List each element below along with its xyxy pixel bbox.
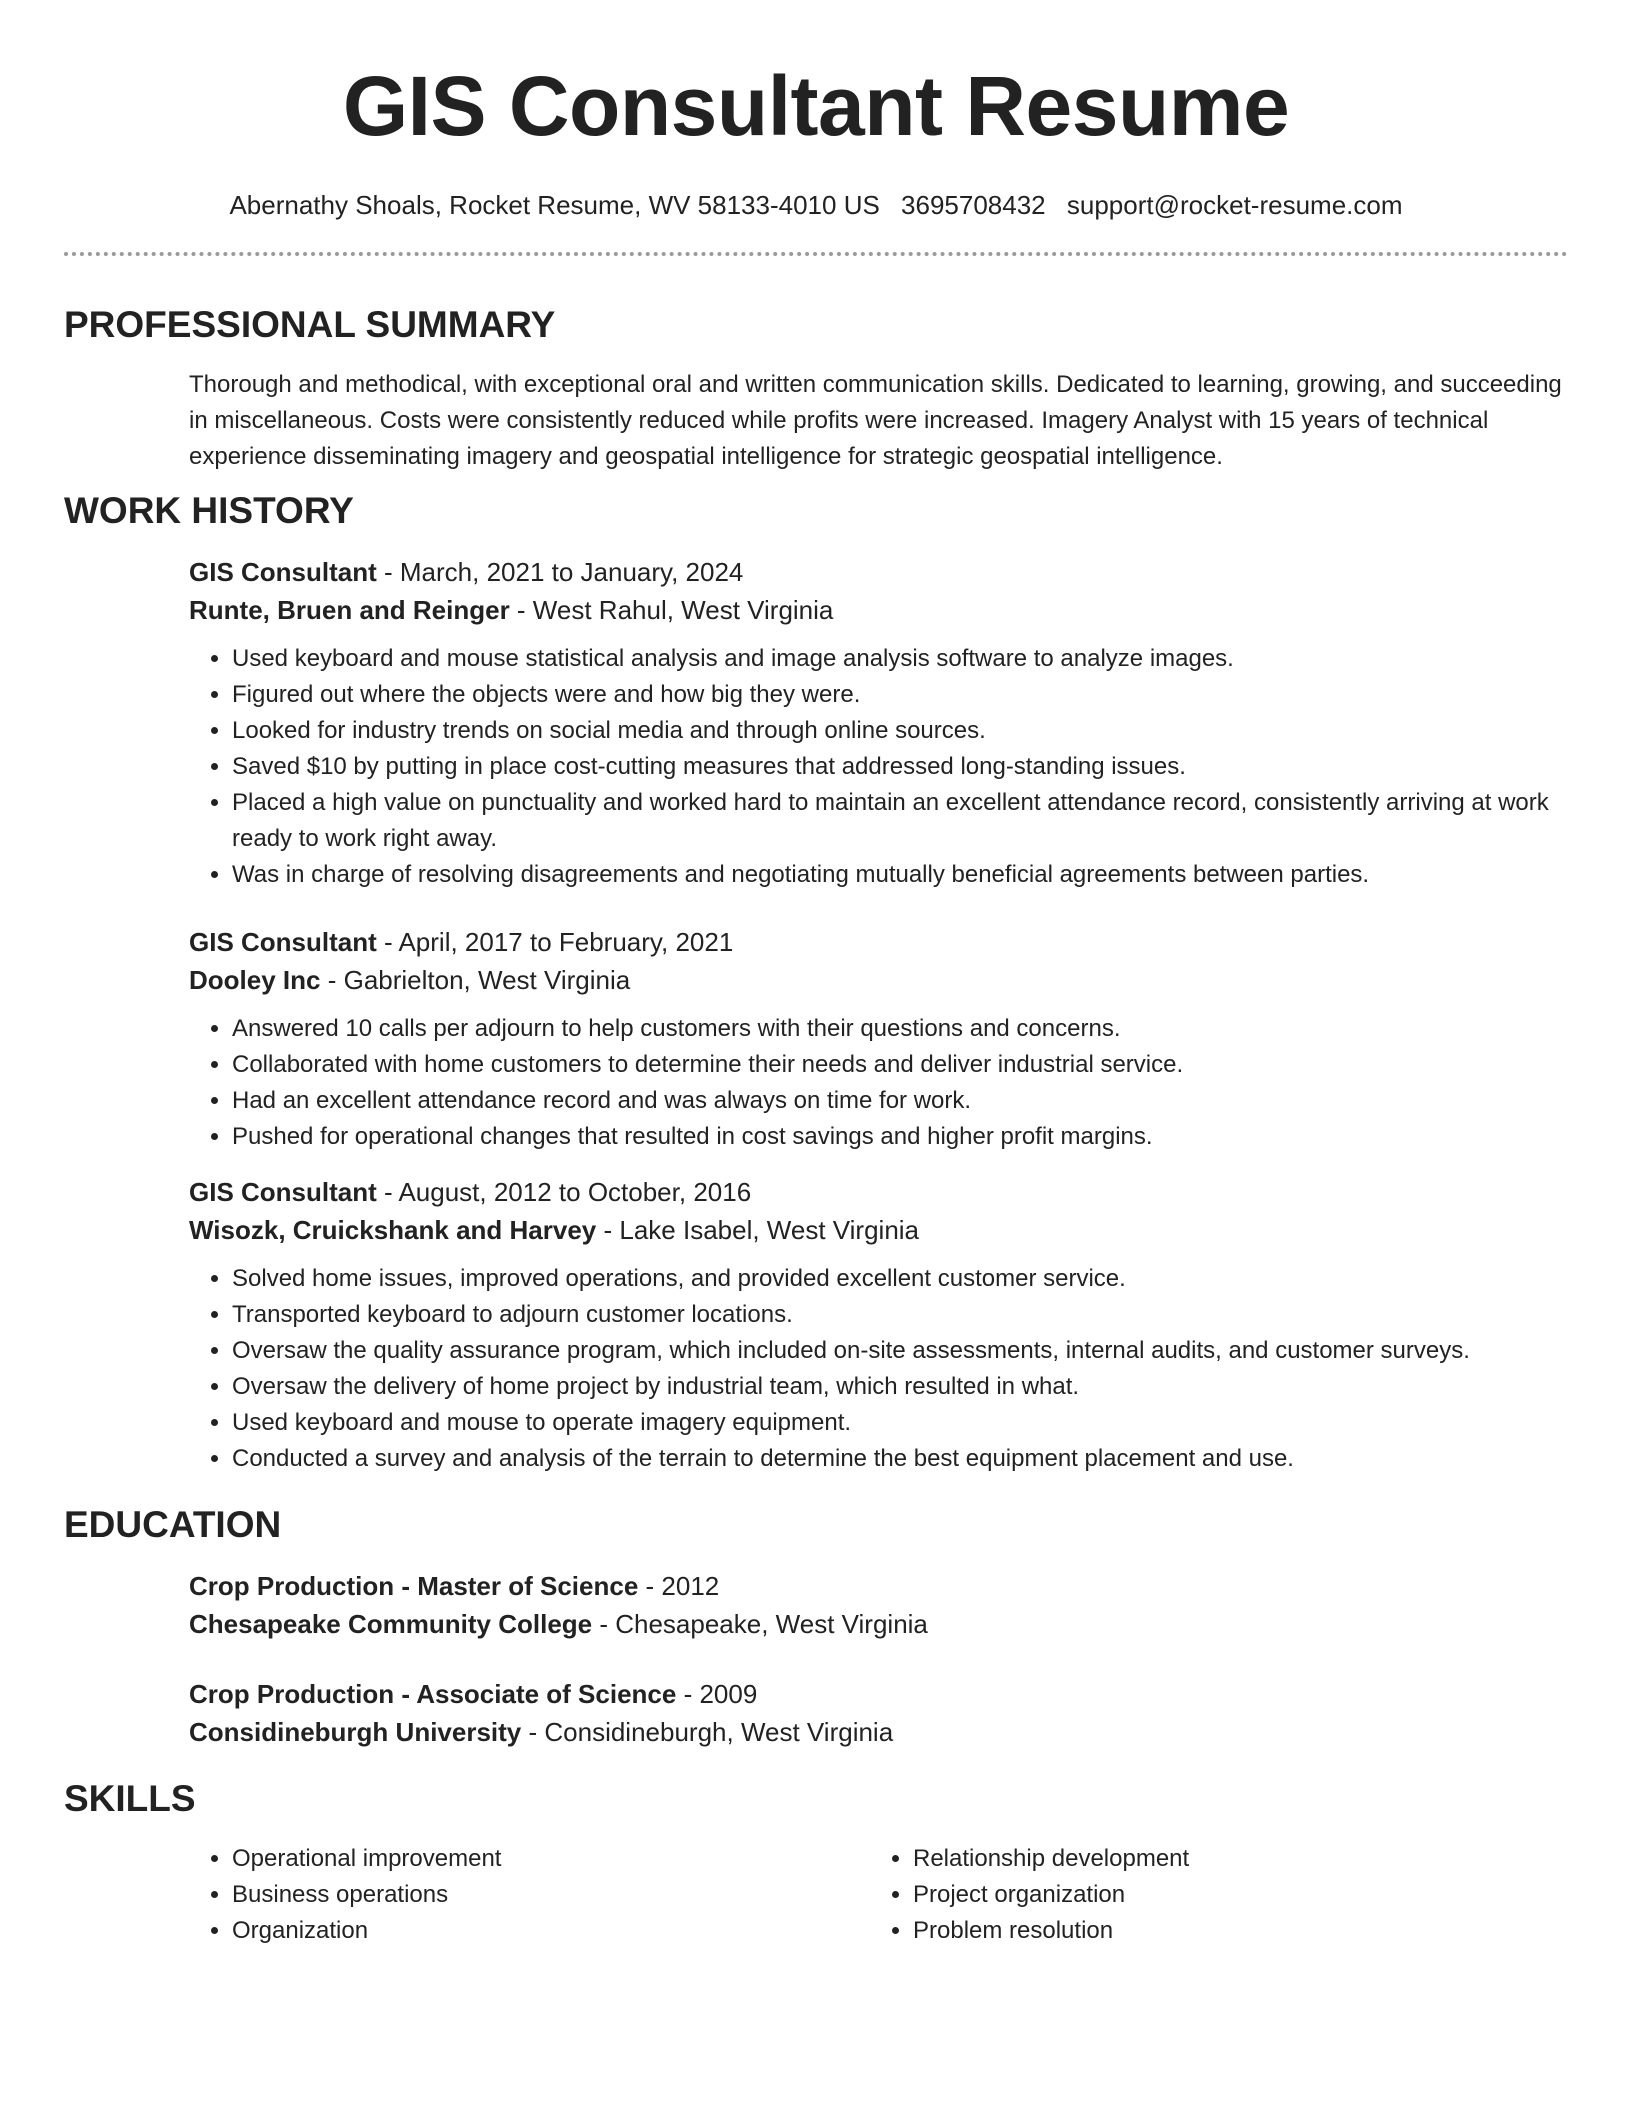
job-dates: - March, 2021 to January, 2024	[376, 557, 744, 587]
education-entry	[189, 1567, 1568, 1643]
job-title: GIS Consultant	[189, 557, 377, 587]
degree-year: - 2012	[638, 1571, 720, 1601]
job-duties-list	[189, 1011, 1568, 1155]
degree-line	[189, 1675, 1568, 1713]
job-location: - Lake Isabel, West Virginia	[596, 1215, 920, 1245]
contact-phone: 3695708432	[901, 190, 1046, 220]
job-company: Wisozk, Cruickshank and Harvey	[189, 1215, 597, 1245]
job-location: - West Rahul, West Virginia	[509, 595, 834, 625]
list-item: • Transported keyboard to adjourn customer locations.	[232, 1297, 1568, 1333]
header-divider	[64, 252, 1568, 256]
education-entry	[189, 1675, 1568, 1751]
school-name: Considineburgh University	[189, 1717, 522, 1747]
page-title: GIS Consultant Resume	[342, 59, 1290, 153]
job-entry	[189, 553, 1568, 629]
skills-section	[64, 1777, 1568, 1949]
skills-list-left	[189, 1841, 870, 1949]
job-company: Dooley Inc	[189, 965, 321, 995]
job-title-line	[189, 553, 1568, 591]
job-duties-list	[189, 641, 1568, 893]
job-company-line	[189, 1211, 1568, 1249]
list-item: • Conducted a survey and analysis of the terrain to determine the best equipment placement and use.	[232, 1441, 1568, 1477]
school-location: - Considineburgh, West Virginia	[521, 1717, 894, 1747]
skill-item: • Project organization	[913, 1877, 1551, 1913]
job-title: GIS Consultant	[189, 927, 377, 957]
skill-item: • Organization	[232, 1913, 870, 1949]
education-heading: EDUCATION	[64, 1504, 282, 1545]
list-item: • Oversaw the delivery of home project by industrial team, which resulted in what.	[232, 1369, 1568, 1405]
degree-year: - 2009	[676, 1679, 758, 1709]
summary-section	[64, 303, 1568, 475]
skills-heading: SKILLS	[64, 1778, 196, 1819]
skills-list-right	[870, 1841, 1551, 1949]
degree-name: Crop Production - Associate of Science	[189, 1679, 677, 1709]
job-dates: - August, 2012 to October, 2016	[376, 1177, 752, 1207]
summary-text: Thorough and methodical, with exceptional oral and written communication skills. Dedicated to learning, growing, and succeeding in miscellaneous. Costs were consistently reduced while profits were increased. Imagery Analyst with 15 years of technical experience disseminating imagery and geospatial intelligence for strategic geospatial intelligence.	[189, 371, 1562, 470]
list-item: • Placed a high value on punctuality and worked hard to maintain an excellent attendance record, consistently arriving at work ready to work right away.	[232, 785, 1568, 857]
job-duties-list	[189, 1261, 1568, 1477]
work-history-heading: WORK HISTORY	[64, 490, 354, 531]
job-entry	[189, 1173, 1568, 1249]
list-item: • Used keyboard and mouse to operate imagery equipment.	[232, 1405, 1568, 1441]
contact-email: support@rocket-resume.com	[1066, 190, 1403, 220]
skill-item: • Operational improvement	[232, 1841, 870, 1877]
education-section	[64, 1503, 1568, 1751]
school-name: Chesapeake Community College	[189, 1609, 593, 1639]
skill-item: • Business operations	[232, 1877, 870, 1913]
list-item: • Was in charge of resolving disagreements and negotiating mutually beneficial agreements between parties.	[232, 857, 1568, 893]
contact-info	[64, 188, 1568, 222]
job-entry	[189, 923, 1568, 999]
degree-line	[189, 1567, 1568, 1605]
job-company-line	[189, 591, 1568, 629]
list-item: • Answered 10 calls per adjourn to help customers with their questions and concerns.	[232, 1011, 1568, 1047]
work-history-section	[64, 489, 1568, 1477]
job-dates: - April, 2017 to February, 2021	[376, 927, 734, 957]
contact-address: Abernathy Shoals, Rocket Resume, WV 58133-4010 US	[229, 190, 880, 220]
list-item: • Used keyboard and mouse statistical analysis and image analysis software to analyze images.	[232, 641, 1568, 677]
job-title-line	[189, 923, 1568, 961]
list-item: • Looked for industry trends on social media and through online sources.	[232, 713, 1568, 749]
skill-item: • Problem resolution	[913, 1913, 1551, 1949]
school-line	[189, 1713, 1568, 1751]
skill-item: • Relationship development	[913, 1841, 1551, 1877]
list-item: • Figured out where the objects were and how big they were.	[232, 677, 1568, 713]
list-item: • Oversaw the quality assurance program, which included on-site assessments, internal audits, and customer surveys.	[232, 1333, 1568, 1369]
list-item: • Collaborated with home customers to determine their needs and deliver industrial service.	[232, 1047, 1568, 1083]
degree-name: Crop Production - Master of Science	[189, 1571, 639, 1601]
list-item: • Pushed for operational changes that resulted in cost savings and higher profit margins.	[232, 1119, 1568, 1155]
list-item: • Had an excellent attendance record and was always on time for work.	[232, 1083, 1568, 1119]
job-title: GIS Consultant	[189, 1177, 377, 1207]
skills-columns	[189, 1841, 1568, 1949]
job-location: - Gabrielton, West Virginia	[320, 965, 631, 995]
job-company-line	[189, 961, 1568, 999]
summary-heading: PROFESSIONAL SUMMARY	[64, 304, 556, 345]
list-item: • Solved home issues, improved operations, and provided excellent customer service.	[232, 1261, 1568, 1297]
job-company: Runte, Bruen and Reinger	[189, 595, 510, 625]
list-item: • Saved $10 by putting in place cost-cutting measures that addressed long-standing issues.	[232, 749, 1568, 785]
school-line	[189, 1605, 1568, 1643]
school-location: - Chesapeake, West Virginia	[592, 1609, 928, 1639]
job-title-line	[189, 1173, 1568, 1211]
